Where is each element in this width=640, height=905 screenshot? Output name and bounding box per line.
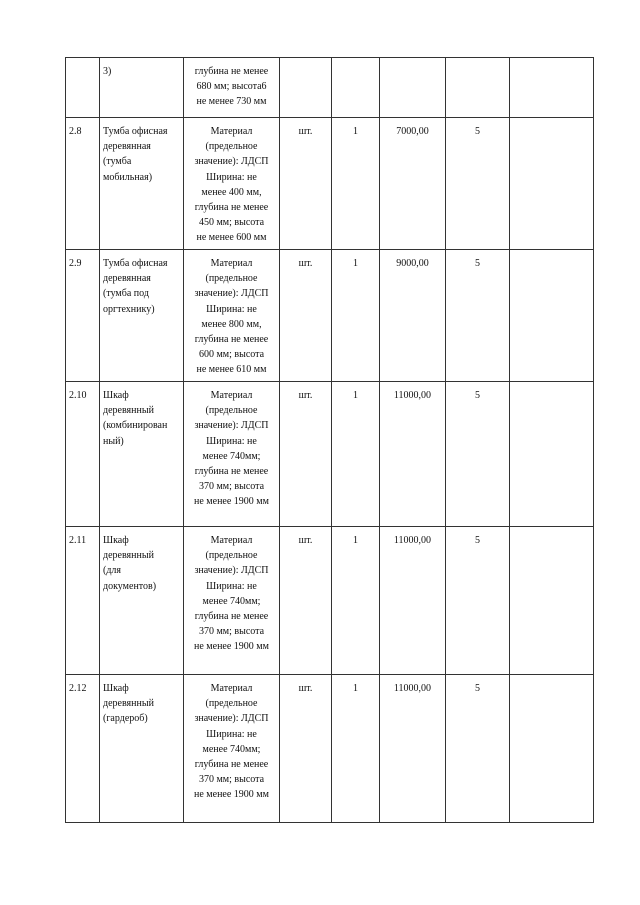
item-name-cell-line: документов) (103, 580, 157, 592)
item-description-cell (184, 58, 280, 118)
item-description-cell-line: глубина не менее (194, 202, 269, 214)
quantity-cell: 1 (332, 527, 380, 675)
quantity-cell: 1 (332, 250, 380, 382)
item-description-cell-line: не менее 610 мм (196, 364, 267, 376)
empty-cell (510, 382, 594, 527)
item-description-cell-line: (предельное (205, 405, 258, 417)
item-name-cell-line: Тумба офисная (103, 126, 168, 137)
table-row (66, 527, 594, 675)
item-name-cell (100, 58, 184, 118)
item-description-cell (184, 382, 280, 527)
item-name-cell (100, 118, 184, 250)
item-name-cell-line: ный) (103, 435, 124, 447)
unit-cell: шт. (280, 382, 332, 527)
item-description-cell-line: Материал (210, 258, 253, 269)
item-description-cell-line: глубина не менее (194, 466, 269, 478)
item-description-cell-line: не менее 1900 мм (194, 789, 269, 801)
item-description-cell-line: значение): ЛДСП (194, 288, 269, 300)
quantity-cell: 1 (332, 118, 380, 250)
item-description-cell-line: 370 мм; высота (198, 774, 265, 786)
item-name-cell-line: оргтехнику) (103, 303, 155, 315)
item-name-cell-line: (тумба под (103, 288, 149, 300)
table-body (66, 58, 594, 823)
quantity-cell: 1 (332, 382, 380, 527)
item-name-cell-line: мобильная) (103, 171, 153, 183)
unit-cell: шт. (280, 118, 332, 250)
price-cell: 9000,00 (380, 250, 446, 382)
item-name-cell-line: (гардероб) (103, 713, 148, 725)
item-name-cell-line: деревянный (103, 550, 154, 562)
item-name-cell-line: деревянный (103, 698, 154, 710)
item-description-cell-line: значение): ЛДСП (194, 713, 269, 725)
item-description-cell-line: не менее 1900 мм (194, 641, 269, 653)
item-description-cell-line: менее 400 мм, (201, 186, 262, 198)
item-description-cell (184, 250, 280, 382)
item-name-cell-line: 3) (103, 66, 112, 77)
empty-cell (510, 58, 594, 118)
item-description-cell-line: значение): ЛДСП (194, 565, 269, 577)
item-name-cell (100, 250, 184, 382)
item-name-cell (100, 382, 184, 527)
item-number-cell: 2.9 (66, 250, 100, 382)
count-cell: 5 (446, 382, 510, 527)
quantity-cell (332, 58, 380, 118)
unit-cell: шт. (280, 250, 332, 382)
item-description-cell-line: Ширина: не (206, 435, 257, 447)
item-description-cell-line: Ширина: не (206, 580, 257, 592)
table-row (66, 382, 594, 527)
count-cell: 5 (446, 527, 510, 675)
item-name-cell-line: (для (103, 565, 122, 577)
table-row (66, 675, 594, 823)
price-cell: 11000,00 (380, 527, 446, 675)
item-name-cell-line: деревянная (103, 273, 151, 285)
item-description-cell-line: Материал (210, 126, 253, 137)
item-name-cell-line: Шкаф (103, 390, 129, 401)
item-number-cell: 2.8 (66, 118, 100, 250)
item-description-cell-line: Материал (210, 535, 253, 546)
item-description-cell-line: значение): ЛДСП (194, 156, 269, 168)
item-description-cell-line: Материал (210, 683, 253, 694)
count-cell (446, 58, 510, 118)
item-name-cell (100, 527, 184, 675)
empty-cell (510, 675, 594, 823)
table-row (66, 250, 594, 382)
item-description-cell-line: Ширина: не (206, 303, 257, 315)
item-description-cell-line: не менее 730 мм (196, 96, 267, 108)
item-description-cell-line: менее 800 мм, (201, 318, 262, 330)
item-name-cell (100, 675, 184, 823)
item-description-cell-line: (предельное (205, 141, 258, 153)
item-name-cell-line: Шкаф (103, 683, 129, 694)
item-description-cell (184, 118, 280, 250)
unit-cell: шт. (280, 675, 332, 823)
item-description-cell-line: Ширина: не (206, 171, 257, 183)
item-number-cell: 2.11 (66, 527, 100, 675)
count-cell: 5 (446, 250, 510, 382)
item-name-cell-line: деревянный (103, 405, 154, 417)
price-cell (380, 58, 446, 118)
item-description-cell-line: значение): ЛДСП (194, 420, 269, 432)
item-number-cell: 2.12 (66, 675, 100, 823)
item-description-cell-line: Ширина: не (206, 728, 257, 740)
item-description-cell-line: 370 мм; высота (198, 626, 265, 638)
empty-cell (510, 118, 594, 250)
specification-table (65, 57, 594, 823)
item-description-cell-line: глубина не менее (194, 759, 269, 771)
item-name-cell-line: деревянная (103, 141, 151, 153)
item-description-cell-line: глубина не менее (194, 66, 269, 77)
item-name-cell-line: (тумба (103, 156, 132, 168)
count-cell: 5 (446, 675, 510, 823)
item-description-cell-line: 370 мм; высота (198, 481, 265, 493)
table-row (66, 118, 594, 250)
count-cell: 5 (446, 118, 510, 250)
item-description-cell-line: не менее 1900 мм (194, 496, 269, 508)
item-description-cell (184, 675, 280, 823)
item-description-cell-line: 680 мм; высота6 (196, 81, 267, 93)
item-description-cell-line: (предельное (205, 550, 258, 562)
unit-cell (280, 58, 332, 118)
item-description-cell-line: 450 мм; высота (198, 217, 265, 229)
item-number-cell: 2.10 (66, 382, 100, 527)
item-description-cell-line: менее 740мм; (202, 743, 261, 755)
item-description-cell-line: не менее 600 мм (196, 232, 267, 244)
item-name-cell-line: (комбинирован (103, 420, 168, 432)
item-name-cell-line: Тумба офисная (103, 258, 168, 269)
item-description-cell-line: менее 740мм; (202, 450, 261, 462)
item-description-cell-line: глубина не менее (194, 611, 269, 623)
item-number-cell (66, 58, 100, 118)
unit-cell: шт. (280, 527, 332, 675)
quantity-cell: 1 (332, 675, 380, 823)
item-description-cell-line: 600 мм; высота (198, 349, 265, 361)
price-cell: 11000,00 (380, 675, 446, 823)
item-description-cell-line: глубина не менее (194, 334, 269, 346)
empty-cell (510, 250, 594, 382)
item-description-cell-line: (предельное (205, 273, 258, 285)
item-description-cell (184, 527, 280, 675)
empty-cell (510, 527, 594, 675)
item-description-cell-line: (предельное (205, 698, 258, 710)
item-description-cell-line: Материал (210, 390, 253, 401)
price-cell: 11000,00 (380, 382, 446, 527)
item-name-cell-line: Шкаф (103, 535, 129, 546)
table-row (66, 58, 594, 118)
item-description-cell-line: менее 740мм; (202, 595, 261, 607)
price-cell: 7000,00 (380, 118, 446, 250)
